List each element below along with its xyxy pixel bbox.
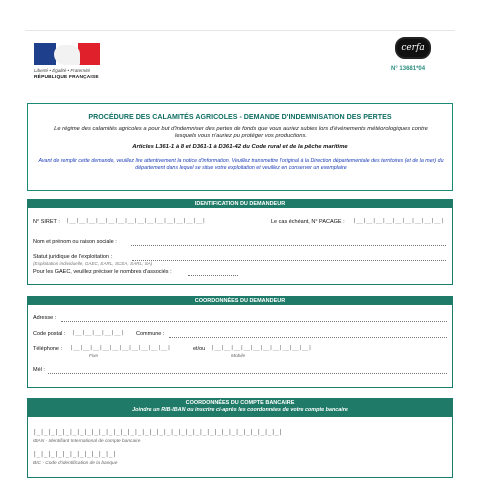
gaec-associates-label: Pour les GAEC, veuillez préciser le nombres d'associés : xyxy=(33,269,172,275)
commune-input[interactable] xyxy=(169,337,447,338)
pacage-input[interactable]: |__|__|__|__|__|__|__|__|__| xyxy=(353,218,444,224)
flag-blue-band xyxy=(34,43,56,65)
republic-name: RÉPUBLIQUE FRANÇAISE xyxy=(34,75,99,80)
address-label: Adresse : xyxy=(33,315,57,321)
siret-label: N° SIRET : xyxy=(33,219,60,225)
phone-mobile-input[interactable]: |__|__|__|__|__|__|__|__|__|__| xyxy=(211,345,312,351)
email-input[interactable] xyxy=(48,373,447,374)
mobile-phone-caption: Mobile xyxy=(231,354,246,359)
identification-heading: IDENTIFICATION DU DEMANDEUR xyxy=(28,200,452,208)
name-label: Nom et prénom ou raison sociale : xyxy=(33,239,117,245)
email-label: Mél : xyxy=(33,367,45,373)
iban-input[interactable]: |_|_|_|_|_|_|_|_|_|_|_|_|_|_|_|_|_|_|_|_|_|_|_|_|_|_|_|_|_|_|_|_|_|_| xyxy=(33,429,283,436)
form-intro: Le régime des calamités agricoles a pour but d'indemniser des pertes de fonds que vous auriez subies lors d'événements météorologiques contre lesquels vous n'auriez pu protéger vos productions. xyxy=(54,126,428,139)
identification-section xyxy=(27,199,453,285)
phone-separator: et/ou xyxy=(193,346,206,352)
bic-caption: BIC - Code d'identification de la banque xyxy=(33,461,118,466)
republic-logo xyxy=(34,43,100,65)
pacage-label: Le cas échéant, N° PACAGE : xyxy=(271,219,345,225)
legal-status-input[interactable] xyxy=(132,260,446,261)
flag-red-band xyxy=(78,43,100,65)
bank-account-heading-bar xyxy=(28,399,452,417)
coordinates-section xyxy=(27,296,453,388)
bank-account-heading: COORDONNÉES DU COMPTE BANCAIRE xyxy=(185,400,295,406)
iban-caption: IBAN - Identifiant International de compte bancaire xyxy=(33,439,141,444)
postal-code-label: Code postal : xyxy=(33,331,66,337)
marianne-icon xyxy=(54,45,80,65)
name-input[interactable] xyxy=(131,245,446,246)
bank-account-section xyxy=(27,398,453,478)
gaec-associates-input[interactable] xyxy=(188,275,238,276)
phone-fixed-input[interactable]: |__|__|__|__|__|__|__|__|__|__| xyxy=(70,345,171,351)
bic-input[interactable]: |_|_|_|_|_|_|_|_|_|_|_| xyxy=(33,451,117,458)
bank-account-subheading: Joindre un RIB-IBAN ou inscrire ci-après les coordonnées de votre compte bancaire xyxy=(132,407,348,413)
submission-notice: Avant de remplir cette demande, veuillez lire attentivement la notice d'information. Veuillez transmettre l'original à la Direction départementale des territoires (et de la mer) du département dans lequel se situe votre exploitation et veuillez en conserver un exemplaire xyxy=(38,158,444,171)
legal-status-label: Statut juridique de l'exploitation : xyxy=(33,254,113,260)
title-section xyxy=(27,103,453,191)
legal-articles: Articles L361-1 à 8 et D361-1 à D361-42 du Code rural et de la pêche maritime xyxy=(132,144,348,150)
commune-label: Commune : xyxy=(136,331,165,337)
fixed-phone-caption: Fixe xyxy=(89,354,99,359)
phone-label: Téléphone : xyxy=(33,346,63,352)
cerfa-logo: cerfa xyxy=(395,37,431,59)
legal-status-hint: (Exploitation individuelle, GAEC, EARL, SCEA, SARL, SA) xyxy=(33,261,153,266)
coordinates-heading: COORDONNÉES DU DEMANDEUR xyxy=(28,297,452,305)
postal-code-input[interactable]: |__|__|__|__|__| xyxy=(72,330,124,336)
address-input[interactable] xyxy=(61,321,447,322)
form-title: PROCÉDURE DES CALAMITÉS AGRICOLES - DEMANDE D'INDEMNISATION DES PERTES xyxy=(88,113,392,121)
republic-motto: Liberté • Égalité • Fraternité xyxy=(34,68,91,73)
siret-input[interactable]: |__|__|__|__|__|__|__|__|__|__|__|__|__|__| xyxy=(66,218,206,224)
cerfa-number: N° 13681*04 xyxy=(391,66,426,72)
